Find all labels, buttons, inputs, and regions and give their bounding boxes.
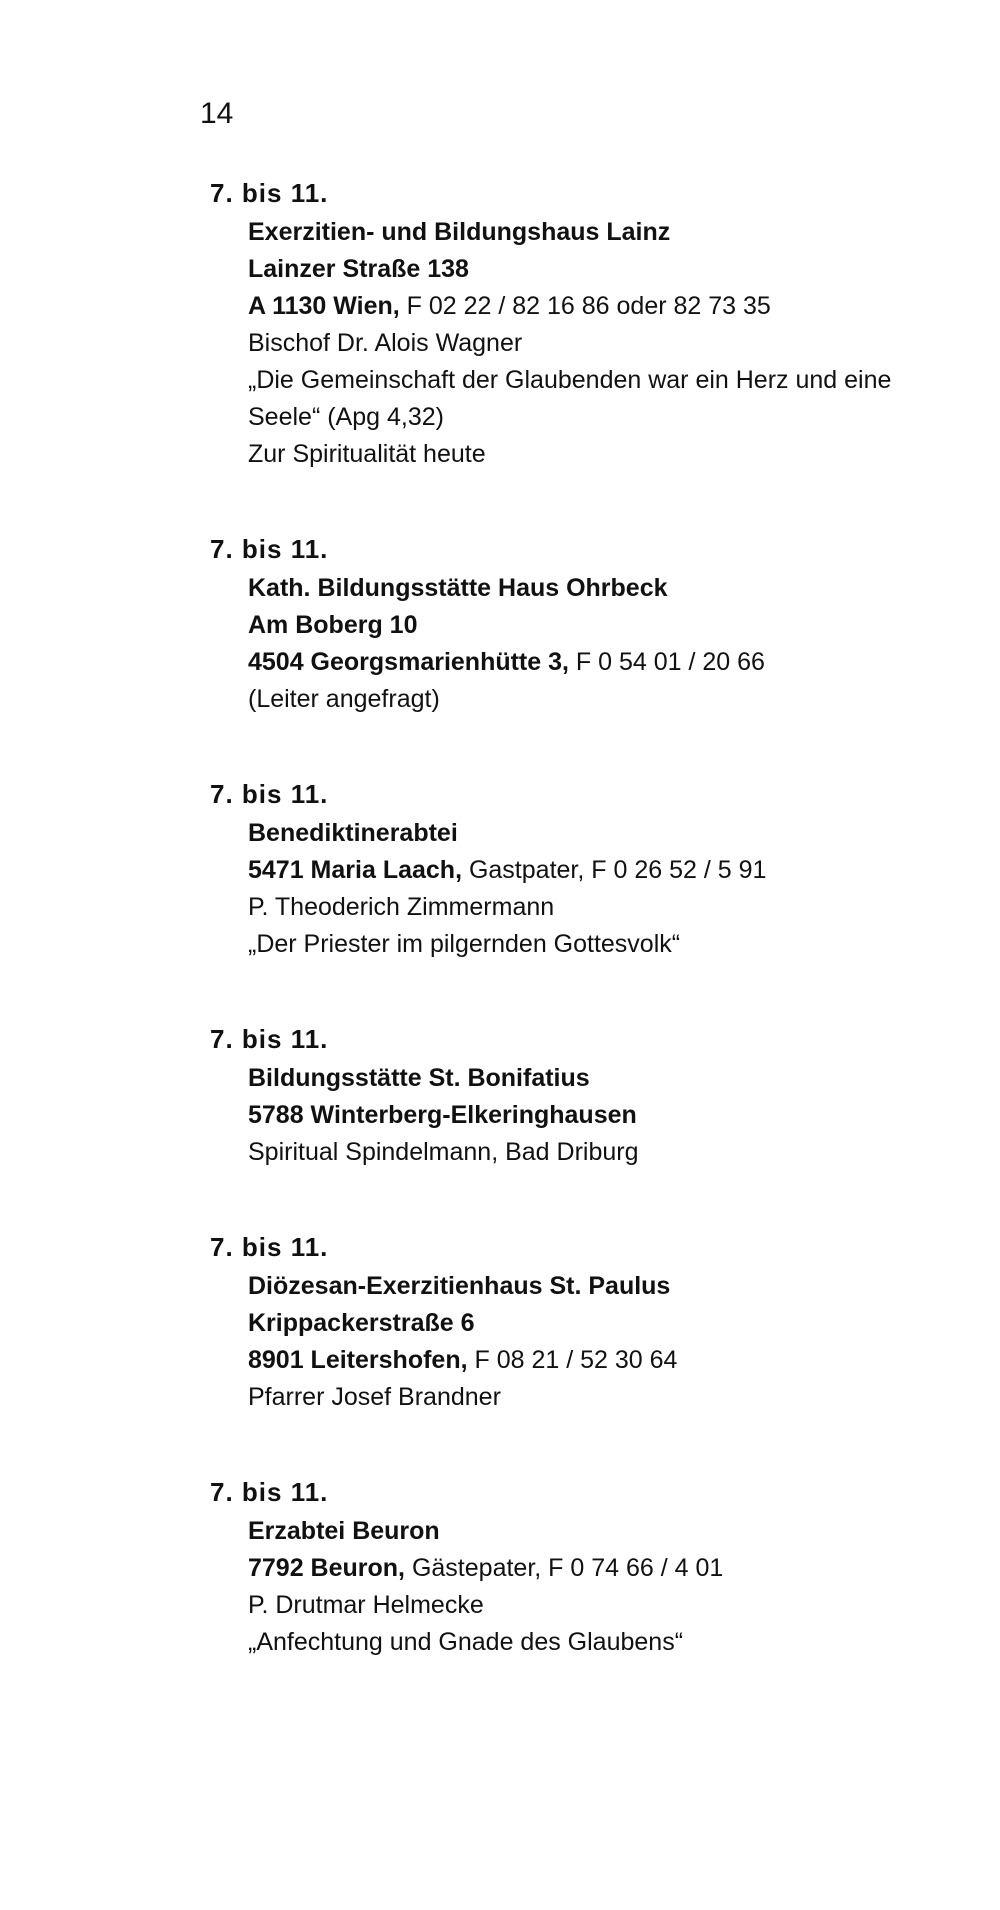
street-address: Krippackerstraße 6 xyxy=(248,1309,475,1337)
venue-name: Exerzitien- und Bildungshaus Lainz xyxy=(248,218,671,246)
entry-body xyxy=(210,815,970,963)
topic: „Die Gemeinschaft der Glaubenden war ein Herz und eine Seele“ (Apg 4,32) xyxy=(248,366,892,431)
contact-info: Gästepater, F 0 74 66 / 4 01 xyxy=(405,1554,724,1582)
street-address: Am Boberg 10 xyxy=(248,611,418,639)
venue-name: Diözesan-Exerzitienhaus St. Paulus xyxy=(248,1272,671,1300)
page-number: 14 xyxy=(200,97,234,130)
leader: Pfarrer Josef Brandner xyxy=(248,1383,501,1411)
retreat-list xyxy=(210,175,970,1719)
city: 5788 Winterberg-Elkeringhausen xyxy=(248,1101,637,1129)
entry-date: 7. bis 11. xyxy=(210,178,329,208)
leader: P. Theoderich Zimmermann xyxy=(248,893,555,921)
subtopic: Zur Spiritualität heute xyxy=(248,440,486,468)
retreat-entry xyxy=(210,1021,970,1171)
city: 4504 Georgsmarienhütte 3, xyxy=(248,648,569,676)
retreat-entry xyxy=(210,1474,970,1661)
leader: Bischof Dr. Alois Wagner xyxy=(248,329,523,357)
leader: Spiritual Spindelmann, Bad Driburg xyxy=(248,1138,639,1166)
venue-name: Erzabtei Beuron xyxy=(248,1517,440,1545)
city-contact-line xyxy=(248,288,970,325)
entry-date: 7. bis 11. xyxy=(210,1024,329,1054)
city-contact-line xyxy=(248,644,970,681)
city-contact-line xyxy=(248,852,970,889)
entry-date: 7. bis 11. xyxy=(210,534,329,564)
city: 5471 Maria Laach, xyxy=(248,856,463,884)
entry-date: 7. bis 11. xyxy=(210,1477,329,1507)
entry-date: 7. bis 11. xyxy=(210,1232,329,1262)
leader: (Leiter angefragt) xyxy=(248,685,440,713)
retreat-entry xyxy=(210,1229,970,1416)
entry-body xyxy=(210,1268,970,1416)
entry-body xyxy=(210,214,970,473)
street-address: Lainzer Straße 138 xyxy=(248,255,469,283)
topic: „Anfechtung und Gnade des Glaubens“ xyxy=(248,1628,684,1656)
city-contact-line xyxy=(248,1342,970,1379)
leader: P. Drutmar Helmecke xyxy=(248,1591,484,1619)
venue-name: Bildungsstätte St. Bonifatius xyxy=(248,1064,590,1092)
venue-name: Kath. Bildungsstätte Haus Ohrbeck xyxy=(248,574,668,602)
contact-info: F 08 21 / 52 30 64 xyxy=(467,1346,678,1374)
contact-info: F 02 22 / 82 16 86 oder 82 73 35 xyxy=(399,292,771,320)
entry-body xyxy=(210,1060,970,1171)
venue-name: Benediktinerabtei xyxy=(248,819,458,847)
city: 7792 Beuron, xyxy=(248,1554,406,1582)
entry-body xyxy=(210,1513,970,1661)
contact-info: F 0 54 01 / 20 66 xyxy=(568,648,765,676)
topic: „Der Priester im pilgernden Gottesvolk“ xyxy=(248,930,681,958)
city: A 1130 Wien, xyxy=(248,292,400,320)
city: 8901 Leitershofen, xyxy=(248,1346,468,1374)
retreat-entry xyxy=(210,776,970,963)
entry-date: 7. bis 11. xyxy=(210,779,329,809)
city-contact-line xyxy=(248,1550,970,1587)
retreat-entry xyxy=(210,531,970,718)
entry-body xyxy=(210,570,970,718)
retreat-entry xyxy=(210,175,970,473)
contact-info: Gastpater, F 0 26 52 / 5 91 xyxy=(462,856,767,884)
